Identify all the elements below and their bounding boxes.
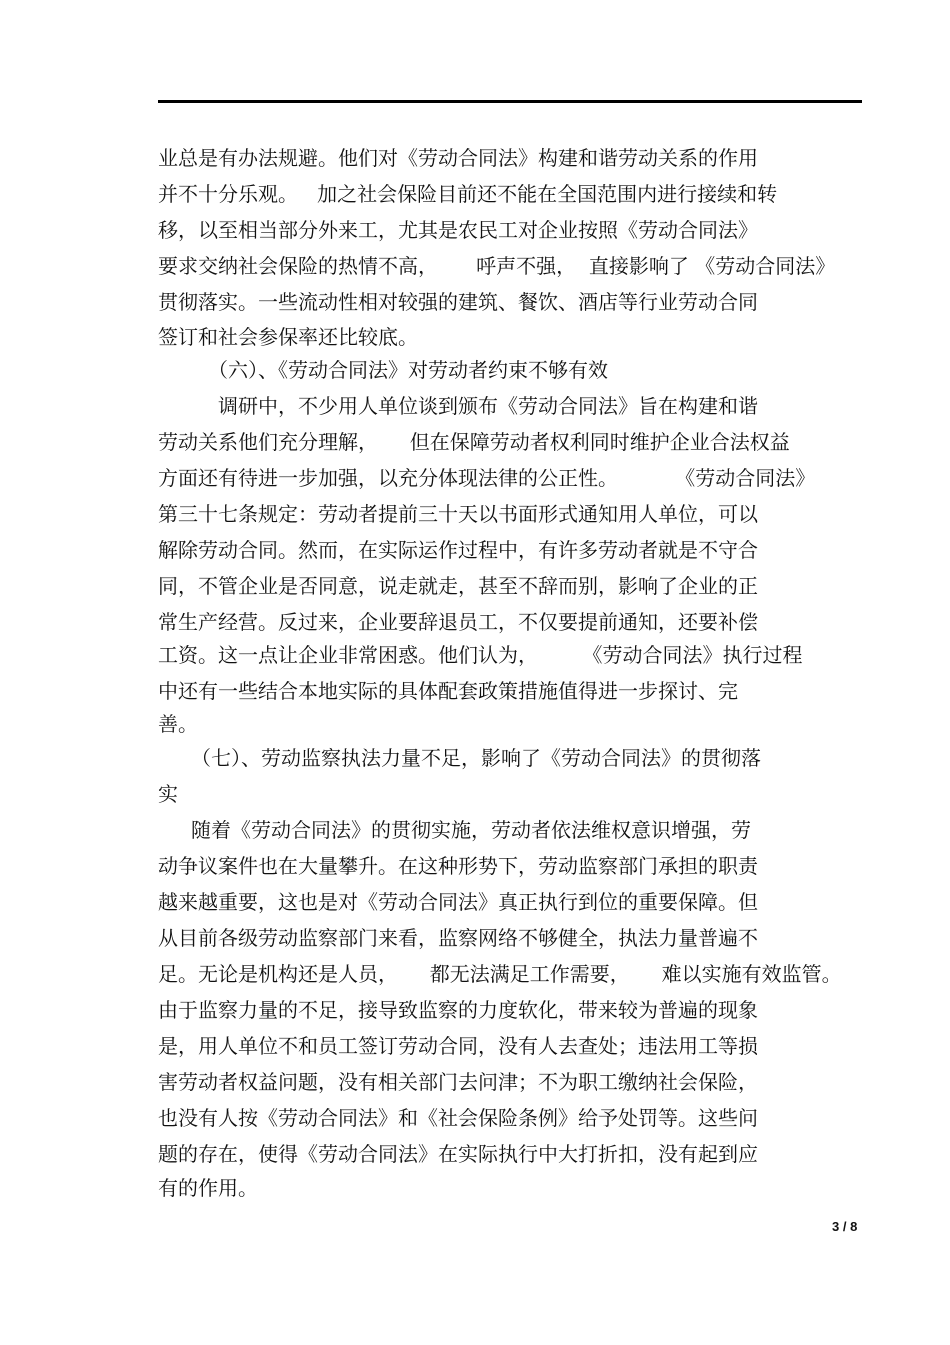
body-line: 业总是有办法规避。他们对《劳动合同法》构建和谐劳动关系的作用 <box>158 146 758 170</box>
body-line: 贯彻落实。一些流动性相对较强的建筑、餐饮、酒店等行业劳动合同 <box>158 290 758 314</box>
body-line: 由于监察力量的不足，接导致监察的力度软化，带来较为普遍的现象 <box>158 998 758 1022</box>
body-line: 同，不管企业是否同意，说走就走，甚至不辞而别，影响了企业的正 <box>158 574 758 598</box>
body-line: 有的作用。 <box>158 1176 258 1200</box>
body-line: 第三十七条规定：劳动者提前三十天以书面形式通知用人单位，可以 <box>158 502 758 526</box>
header-rule <box>158 100 862 103</box>
section-heading-six: （六）、《劳动合同法》对劳动者约束不够有效 <box>208 358 608 382</box>
body-line: 害劳动者权益问题，没有相关部门去问津；不为职工缴纳社会保险， <box>158 1070 758 1094</box>
section-heading-seven: （七）、劳动监察执法力量不足，影响了《劳动合同法》的贯彻落 <box>191 746 761 770</box>
body-line: 动争议案件也在大量攀升。在这种形势下，劳动监察部门承担的职责 <box>158 854 758 878</box>
body-line: 也没有人按《劳动合同法》和《社会保险条例》给予处罚等。这些问 <box>158 1106 758 1130</box>
body-line: 随着《劳动合同法》的贯彻实施，劳动者依法维权意识增强，劳 <box>191 818 751 842</box>
section-heading-seven-cont: 实 <box>158 782 178 806</box>
body-line: 调研中，不少用人单位谈到颁布《劳动合同法》旨在构建和谐 <box>218 394 758 418</box>
body-line: 题的存在，使得《劳动合同法》在实际执行中大打折扣，没有起到应 <box>158 1142 758 1166</box>
page-number: 3 / 8 <box>832 1219 858 1234</box>
body-line: 足。无论是机构还是人员， 都无法满足工作需要， 难以实施有效监管。 <box>158 962 842 986</box>
body-line: 签订和社会参保率还比较底。 <box>158 325 418 349</box>
body-line: 要求交纳社会保险的热情不高， 呼声不强， 直接影响了 《劳动合同法》 <box>158 254 836 278</box>
body-line: 越来越重要，这也是对《劳动合同法》真正执行到位的重要保障。但 <box>158 890 758 914</box>
body-line: 善。 <box>158 712 198 736</box>
body-line: 工资。这一点让企业非常困惑。他们认为， 《劳动合同法》执行过程 <box>158 643 803 667</box>
body-line: 劳动关系他们充分理解， 但在保障劳动者权利同时维护企业合法权益 <box>158 430 790 454</box>
body-line: 方面还有待进一步加强，以充分体现法律的公正性。 《劳动合同法》 <box>158 466 816 490</box>
body-line: 移，以至相当部分外来工，尤其是农民工对企业按照《劳动合同法》 <box>158 218 758 242</box>
body-line: 中还有一些结合本地实际的具体配套政策措施值得进一步探讨、完 <box>158 679 738 703</box>
body-line: 并不十分乐观。 加之社会保险目前还不能在全国范围内进行接续和转 <box>158 182 778 206</box>
body-line: 解除劳动合同。然而，在实际运作过程中，有许多劳动者就是不守合 <box>158 538 758 562</box>
body-line: 是，用人单位不和员工签订劳动合同，没有人去查处；违法用工等损 <box>158 1034 758 1058</box>
body-line: 常生产经营。反过来，企业要辞退员工，不仅要提前通知，还要补偿 <box>158 610 758 634</box>
body-line: 从目前各级劳动监察部门来看，监察网络不够健全，执法力量普遍不 <box>158 926 758 950</box>
